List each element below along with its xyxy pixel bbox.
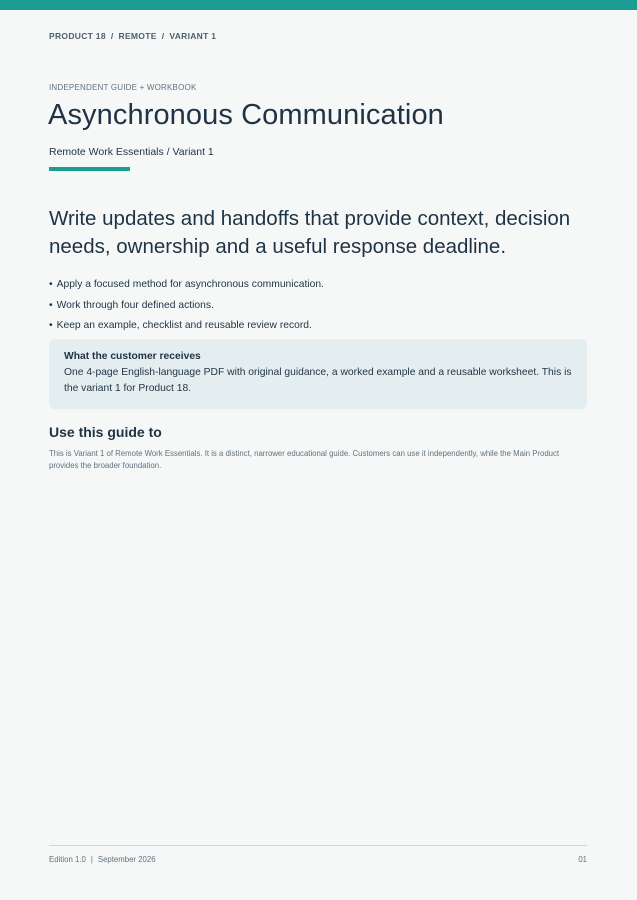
deliverable-callout [49,339,587,409]
breadcrumb-item-product: PRODUCT 18 [49,31,106,41]
lede-statement: Write updates and handoffs that provide context, decision needs, ownership and a useful response deadline. [49,207,571,258]
breadcrumb-item-variant: VARIANT 1 [169,31,217,41]
list-item: • Apply a focused method for asynchronous communication. [49,278,324,299]
objectives-list [49,278,324,340]
page-number: 01 [578,855,587,864]
footer-divider [49,845,587,846]
page-title: Asynchronous Communication [48,99,444,131]
section-heading: Use this guide to [49,424,162,440]
footer-separator: | [90,855,93,864]
footer-edition: Edition 1.0 [49,855,86,864]
footer-date: September 2026 [97,855,156,864]
list-item: • Work through four defined actions. [49,299,324,320]
callout-title: What the customer receives [64,351,201,362]
breadcrumb-separator: / [110,31,114,41]
top-accent-bar [0,0,637,10]
section-body: This is Variant 1 of Remote Work Essentials. It is a distinct, narrower educational guide. Customers can use it independently, while the Main Product provides the broader foundation. [49,449,560,470]
page-subtitle: Remote Work Essentials / Variant 1 [49,146,214,158]
list-item: • Keep an example, checklist and reusable review record. [49,319,324,340]
breadcrumb-item-category: REMOTE [118,31,157,41]
document-kicker: INDEPENDENT GUIDE + WORKBOOK [49,83,197,92]
title-accent-rule [49,167,130,171]
breadcrumb [49,31,216,41]
breadcrumb-separator: / [161,31,165,41]
callout-body: One 4-page English-language PDF with original guidance, a worked example and a reusable worksheet. This is the variant 1 for Product 18. [64,367,572,394]
footer-edition-info [49,855,156,864]
